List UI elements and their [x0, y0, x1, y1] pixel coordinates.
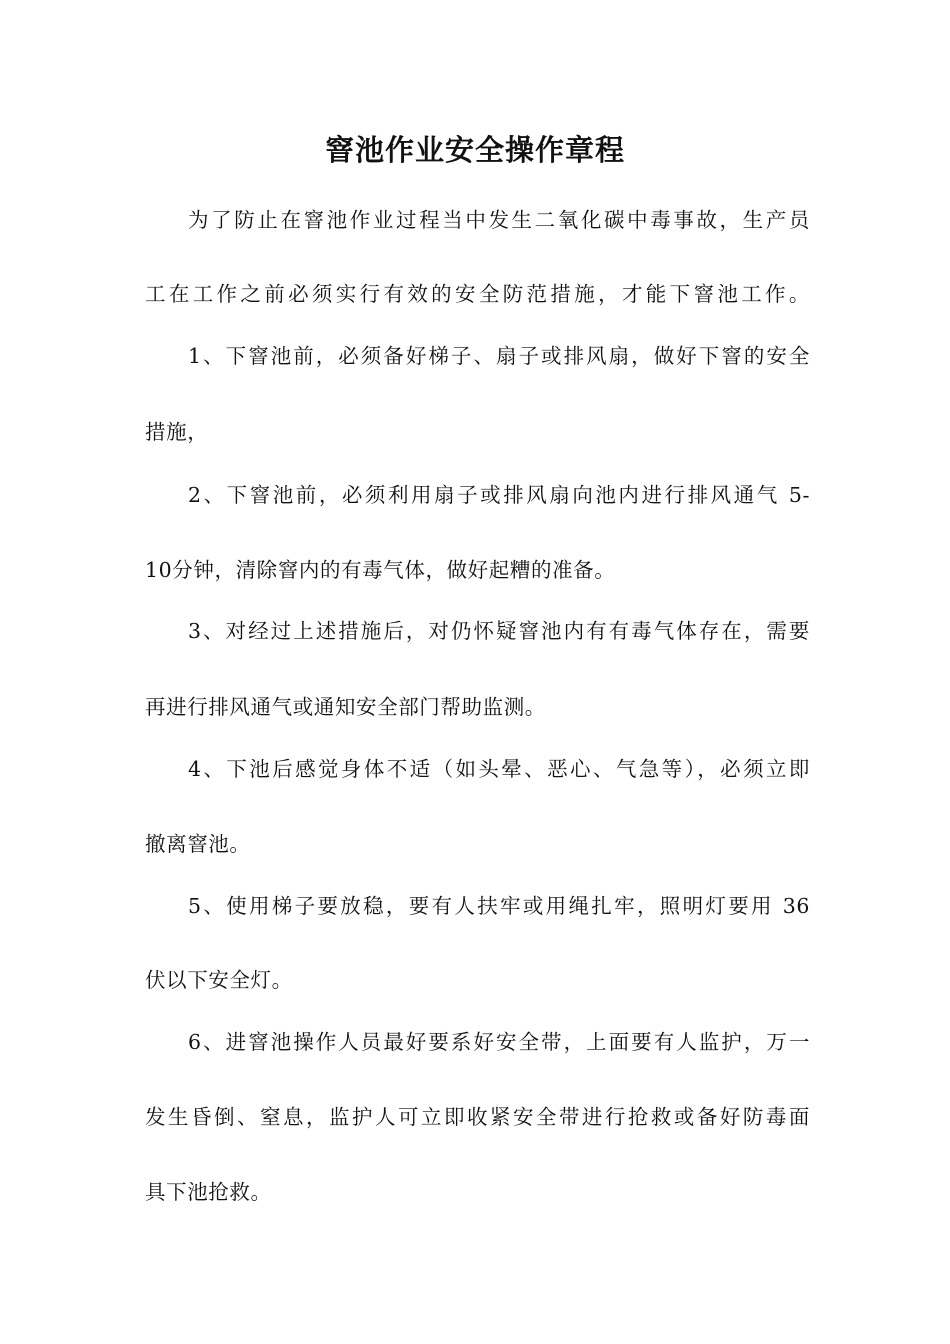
- rule-1-line-1: 1、下窨池前，必须备好梯子、扇子或排风扇，做好下窨的安全: [188, 344, 810, 368]
- rule-2-line-2: 10分钟，清除窨内的有毒气体，做好起糟的准备。: [145, 558, 616, 582]
- rule-6-line-1: 6、进窨池操作人员最好要系好安全带，上面要有人监护，万一: [188, 1030, 810, 1054]
- paragraph-intro-line-2: 工在工作之前必须实行有效的安全防范措施，才能下窨池工作。: [145, 282, 810, 306]
- rule-2-line-1: 2、下窨池前，必须利用扇子或排风扇向池内进行排风通气 5-: [188, 483, 810, 507]
- rule-4-line-1: 4、下池后感觉身体不适（如头晕、恶心、气急等），必须立即: [188, 757, 810, 781]
- document-title: 窨池作业安全操作章程: [324, 133, 625, 167]
- paragraph-intro-line-1: 为了防止在窨池作业过程当中发生二氧化碳中毒事故，生产员: [188, 208, 810, 232]
- rule-6-line-3: 具下池抢救。: [145, 1180, 272, 1204]
- rule-1-line-2: 措施，: [145, 420, 209, 444]
- rule-4-line-2: 撤离窨池。: [145, 832, 251, 856]
- rule-3-line-1: 3、对经过上述措施后，对仍怀疑窨池内有有毒气体存在，需要: [188, 619, 810, 643]
- rule-5-line-1: 5、使用梯子要放稳，要有人扶牢或用绳扎牢，照明灯要用 36: [188, 894, 810, 918]
- rule-5-line-2: 伏以下安全灯。: [145, 968, 293, 992]
- rule-3-line-2: 再进行排风通气或通知安全部门帮助监测。: [145, 695, 546, 719]
- rule-6-line-2: 发生昏倒、窒息，监护人可立即收紧安全带进行抢救或备好防毒面: [145, 1105, 810, 1129]
